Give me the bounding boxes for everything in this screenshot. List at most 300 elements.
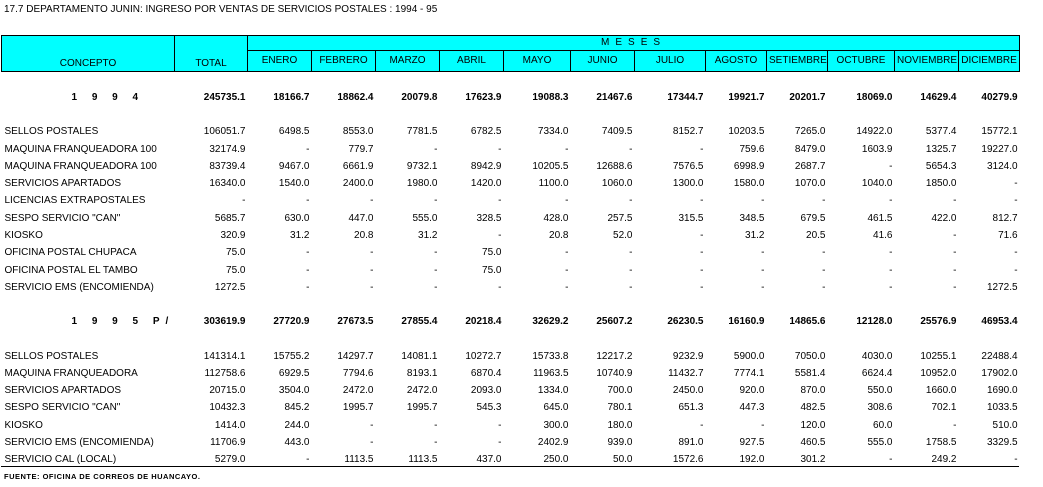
row-value: 1100.0 (538, 178, 569, 190)
row-value: 8479.0 (794, 143, 826, 155)
row-value: 21467.6 (596, 92, 633, 103)
row-value: - (434, 143, 438, 155)
row-value: - (953, 264, 957, 276)
row-value: 75.0 (226, 247, 246, 259)
row-concept: SESPO SERVICIO "CAN" (4, 402, 121, 414)
row-value: 1033.5 (986, 402, 1018, 414)
row-value: - (889, 195, 893, 207)
row-value: 75.0 (482, 247, 502, 259)
row-concept: OFICINA POSTAL EL TAMBO (4, 264, 138, 276)
row-value: 939.0 (607, 437, 633, 449)
row-value: - (629, 195, 633, 207)
row-value: - (306, 247, 310, 259)
row-value: 1995.7 (406, 402, 438, 414)
row-value: 443.0 (284, 437, 310, 449)
row-value: 20715.0 (209, 385, 246, 397)
row-value: 18862.4 (337, 92, 374, 103)
header-month: FEBRERO (312, 51, 376, 72)
row-value: 7576.5 (672, 160, 704, 172)
row-value: - (370, 247, 374, 259)
row-value: 5900.0 (733, 350, 765, 362)
row-value: 630.0 (284, 212, 310, 224)
row-value: 550.0 (867, 385, 893, 397)
row-value: - (1014, 264, 1018, 276)
row-value: - (1014, 195, 1018, 207)
row-value: 20218.4 (465, 316, 502, 328)
row-value: 315.5 (678, 212, 704, 224)
row-value: 10740.9 (596, 367, 633, 379)
row-value: 1113.5 (408, 454, 438, 466)
row-value: 17902.0 (981, 367, 1018, 379)
row-concept: SERVICIO CAL (LOCAL) (4, 454, 117, 466)
row-value: 6498.5 (278, 126, 310, 138)
year-total-row (2, 313, 1020, 330)
row-value: 19921.7 (728, 92, 765, 103)
row-value: 112758.6 (204, 367, 246, 379)
row-value: - (370, 437, 374, 449)
row-value: 1572.6 (672, 454, 704, 466)
row-value: 1690.0 (986, 385, 1018, 397)
row-value: 18166.7 (273, 92, 310, 103)
row-value: 2450.0 (672, 385, 704, 397)
row-value: 7774.1 (733, 367, 765, 379)
row-value: - (953, 419, 957, 431)
row-value: 1325.7 (925, 143, 957, 155)
table-row (2, 210, 1020, 227)
row-value: 4030.0 (861, 350, 893, 362)
table-row (2, 141, 1020, 158)
row-value: - (498, 195, 502, 207)
row-value: 20201.7 (789, 92, 826, 103)
row-value: 17623.9 (465, 92, 502, 103)
row-value: 60.0 (873, 419, 893, 431)
row-value: 645.0 (543, 402, 569, 414)
row-value: 555.0 (867, 437, 893, 449)
header-month: SETIEMBRE (767, 51, 828, 72)
row-value: 3504.0 (278, 385, 310, 397)
row-value: - (629, 281, 633, 293)
row-value: - (370, 264, 374, 276)
source-note: FUENTE: OFICINA DE CORREOS DE HUANCAYO. (4, 472, 201, 481)
row-value: - (761, 195, 765, 207)
row-value: 779.7 (348, 143, 374, 155)
row-value: 447.0 (348, 212, 374, 224)
row-value: 780.1 (607, 402, 633, 414)
row-value: - (700, 143, 704, 155)
row-value: 6870.4 (470, 367, 502, 379)
row-value: 15733.8 (532, 350, 569, 362)
row-concept: OFICINA POSTAL CHUPACA (4, 247, 137, 259)
row-value: 16160.9 (728, 316, 765, 328)
row-value: 7409.5 (601, 126, 633, 138)
row-concept: 1 9 9 5 P/ (71, 316, 175, 328)
row-value: - (700, 264, 704, 276)
row-value: - (700, 230, 704, 242)
table-title: 17.7 DEPARTAMENTO JUNIN: INGRESO POR VENTAS DE SERVICIOS POSTALES : 1994 - 95 (4, 4, 438, 15)
row-value: 679.5 (800, 212, 826, 224)
row-value: - (700, 281, 704, 293)
row-value: 1060.0 (601, 178, 633, 190)
row-value: 244.0 (284, 419, 310, 431)
spacer-row (2, 296, 1020, 313)
row-value: 301.2 (800, 454, 826, 466)
row-value: 320.9 (220, 230, 246, 242)
row-value: 7334.0 (537, 126, 569, 138)
row-value: 15772.1 (981, 126, 1018, 138)
row-value: 8152.7 (672, 126, 704, 138)
row-value: 5685.7 (214, 212, 246, 224)
row-value: - (370, 281, 374, 293)
row-value: - (629, 143, 633, 155)
row-concept: MAQUINA FRANQUEADORA 100 (4, 143, 157, 155)
row-value: 428.0 (543, 212, 569, 224)
row-value: - (565, 264, 569, 276)
row-value: 2472.0 (406, 385, 438, 397)
row-value: - (306, 143, 310, 155)
row-value: 2472.0 (342, 385, 374, 397)
row-value: 31.2 (290, 230, 310, 242)
row-value: 75.0 (226, 264, 246, 276)
row-value: - (565, 281, 569, 293)
row-concept: LICENCIAS EXTRAPOSTALES (4, 195, 146, 207)
row-value: 14865.6 (789, 316, 826, 328)
row-value: - (629, 247, 633, 259)
row-value: 20.8 (354, 230, 374, 242)
row-value: 31.2 (418, 230, 438, 242)
row-value: 19088.3 (532, 92, 569, 103)
row-concept: SERVICIOS APARTADOS (4, 178, 122, 190)
row-value: 447.3 (739, 402, 765, 414)
row-value: 700.0 (607, 385, 633, 397)
header-month: AGOSTO (706, 51, 767, 72)
header-month: DICIEMBRE (959, 51, 1020, 72)
row-value: - (700, 247, 704, 259)
row-concept: MAQUINA FRANQUEADORA (4, 367, 138, 379)
row-value: 9232.9 (672, 350, 704, 362)
row-value: 651.3 (678, 402, 704, 414)
row-value: 545.3 (476, 402, 502, 414)
row-value: 16340.0 (209, 178, 246, 190)
row-value: 1272.5 (986, 281, 1018, 293)
row-concept: KIOSKO (4, 230, 43, 242)
row-value: 845.2 (284, 402, 310, 414)
row-value: - (434, 247, 438, 259)
row-value: 11432.7 (668, 367, 704, 379)
row-value: 460.5 (800, 437, 826, 449)
row-value: - (565, 195, 569, 207)
row-value: 192.0 (739, 454, 765, 466)
row-value: 14081.1 (401, 350, 438, 362)
table-row (2, 262, 1020, 279)
row-value: 11706.9 (210, 437, 246, 449)
row-value: 10272.7 (465, 350, 502, 362)
row-value: 12128.0 (856, 316, 893, 328)
spacer-cell (2, 72, 1020, 90)
row-value: - (1014, 247, 1018, 259)
table-row (2, 365, 1020, 382)
row-value: 8193.1 (406, 367, 438, 379)
row-value: 27855.4 (401, 316, 438, 328)
row-value: 12217.2 (596, 350, 633, 362)
row-value: - (889, 264, 893, 276)
row-value: 920.0 (739, 385, 765, 397)
row-value: 32174.9 (209, 143, 246, 155)
footer-rule (1, 466, 1019, 467)
row-value: - (700, 195, 704, 207)
row-value: - (889, 281, 893, 293)
row-value: 6998.9 (733, 160, 765, 172)
row-value: 2687.7 (794, 160, 826, 172)
row-concept: SERVICIO EMS (ENCOMIENDA) (4, 281, 154, 293)
row-value: 40279.9 (981, 92, 1018, 103)
row-value: 510.0 (992, 419, 1018, 431)
row-value: - (700, 419, 704, 431)
row-value: 52.0 (613, 230, 633, 242)
row-value: 14922.0 (856, 126, 893, 138)
row-value: 32629.2 (532, 316, 569, 328)
header-month: JUNIO (571, 51, 635, 72)
row-value: - (370, 419, 374, 431)
row-value: 15755.2 (273, 350, 310, 362)
row-value: 702.1 (931, 402, 957, 414)
row-value: 6929.5 (278, 367, 310, 379)
row-value: - (953, 281, 957, 293)
row-value: - (434, 264, 438, 276)
row-value: - (889, 160, 893, 172)
row-value: 120.0 (800, 419, 826, 431)
row-value: 6661.9 (342, 160, 374, 172)
header-month: MAYO (504, 51, 571, 72)
table-row (2, 382, 1020, 399)
row-concept: 1 9 9 4 (71, 92, 145, 103)
row-value: 245735.1 (203, 92, 246, 103)
row-value: 20.8 (549, 230, 569, 242)
row-value: 5377.4 (925, 126, 957, 138)
row-value: - (306, 264, 310, 276)
row-value: - (629, 264, 633, 276)
row-value: 27720.9 (273, 316, 310, 328)
row-value: 27673.5 (337, 316, 374, 328)
row-value: 141314.1 (203, 350, 246, 362)
row-value: 6624.4 (861, 367, 893, 379)
table-row (2, 417, 1020, 434)
row-value: 3124.0 (986, 160, 1018, 172)
header-month: JULIO (635, 51, 706, 72)
row-value: - (889, 247, 893, 259)
row-value: - (761, 264, 765, 276)
table-row (2, 399, 1020, 416)
row-value: 7050.0 (794, 350, 826, 362)
row-value: 249.2 (931, 454, 957, 466)
row-value: 927.5 (739, 437, 765, 449)
row-value: 812.7 (992, 212, 1018, 224)
header-concepto: CONCEPTO (2, 36, 175, 72)
row-value: - (306, 195, 310, 207)
row-value: 1414.0 (214, 419, 246, 431)
row-value: 348.5 (739, 212, 765, 224)
row-value: 1272.5 (214, 281, 246, 293)
row-value: 8553.0 (342, 126, 374, 138)
row-value: - (889, 454, 893, 466)
row-value: 250.0 (543, 454, 569, 466)
row-value: 83739.4 (209, 160, 246, 172)
row-value: - (434, 195, 438, 207)
spacer-cell (2, 331, 1020, 348)
row-value: 1070.0 (794, 178, 826, 190)
row-value: 180.0 (607, 419, 633, 431)
row-value: - (306, 454, 310, 466)
header-month: ABRIL (440, 51, 504, 72)
row-value: 31.2 (745, 230, 765, 242)
row-value: 555.0 (412, 212, 438, 224)
row-value: 17344.7 (667, 92, 704, 103)
row-value: 25576.9 (920, 316, 957, 328)
row-value: 10205.5 (532, 160, 569, 172)
row-value: 1300.0 (672, 178, 704, 190)
row-value: 26230.5 (667, 316, 704, 328)
row-value: 11963.5 (533, 367, 569, 379)
row-value: 5581.4 (794, 367, 826, 379)
row-value: - (498, 437, 502, 449)
row-value: - (953, 247, 957, 259)
row-value: 9732.1 (406, 160, 438, 172)
row-value: 14297.7 (337, 350, 374, 362)
row-concept: KIOSKO (4, 419, 43, 431)
row-value: 1420.0 (470, 178, 502, 190)
row-value: 1995.7 (342, 402, 374, 414)
row-value: 328.5 (476, 212, 502, 224)
table-row (2, 279, 1020, 296)
row-value: 2400.0 (342, 178, 374, 190)
row-concept: SESPO SERVICIO "CAN" (4, 212, 121, 224)
row-value: 75.0 (482, 264, 502, 276)
spacer-cell (2, 296, 1020, 313)
row-value: - (761, 419, 765, 431)
row-value: 300.0 (543, 419, 569, 431)
row-value: - (761, 281, 765, 293)
row-value: 891.0 (678, 437, 704, 449)
row-value: - (1014, 178, 1018, 190)
row-value: 106051.7 (203, 126, 246, 138)
row-value: 3329.5 (986, 437, 1018, 449)
row-value: 1580.0 (733, 178, 765, 190)
row-value: - (761, 247, 765, 259)
spacer-cell (2, 106, 1020, 123)
row-value: 46953.4 (981, 316, 1018, 328)
row-value: 8942.9 (470, 160, 502, 172)
row-value: 1540.0 (278, 178, 310, 190)
spacer-row (2, 331, 1020, 348)
row-value: - (822, 247, 826, 259)
row-value: - (565, 247, 569, 259)
row-value: - (242, 195, 246, 207)
table-row (2, 227, 1020, 244)
year-total-row (2, 89, 1020, 106)
row-value: 1113.5 (344, 454, 374, 466)
row-value: - (498, 281, 502, 293)
row-value: 1603.9 (861, 143, 893, 155)
row-value: 1334.0 (537, 385, 569, 397)
table-row (2, 192, 1020, 209)
row-value: 18069.0 (856, 92, 893, 103)
row-value: 25607.2 (596, 316, 633, 328)
row-value: 2402.9 (537, 437, 569, 449)
data-table (1, 35, 1020, 469)
row-value: 71.6 (998, 230, 1018, 242)
row-value: 1850.0 (925, 178, 957, 190)
row-value: - (822, 264, 826, 276)
row-value: 5654.3 (925, 160, 957, 172)
row-value: 1040.0 (861, 178, 893, 190)
row-concept: SELLOS POSTALES (4, 350, 99, 362)
spacer-row (2, 72, 1020, 90)
row-value: 1980.0 (406, 178, 438, 190)
row-value: - (498, 230, 502, 242)
row-value: 22488.4 (981, 350, 1018, 362)
row-value: 19227.0 (981, 143, 1018, 155)
row-value: 303619.9 (203, 316, 246, 328)
row-concept: SERVICIOS APARTADOS (4, 385, 122, 397)
row-value: - (822, 281, 826, 293)
row-value: 12688.6 (596, 160, 633, 172)
row-value: 10255.1 (920, 350, 957, 362)
row-value: 20.5 (806, 230, 826, 242)
table-row (2, 244, 1020, 261)
table-row (2, 434, 1020, 451)
row-value: - (498, 143, 502, 155)
row-value: 257.5 (607, 212, 633, 224)
row-value: 41.6 (873, 230, 893, 242)
row-value: 20079.8 (401, 92, 438, 103)
row-value: 5279.0 (214, 454, 246, 466)
header-month: OCTUBRE (828, 51, 895, 72)
row-value: - (306, 281, 310, 293)
row-value: 2093.0 (470, 385, 502, 397)
table-row (2, 123, 1020, 140)
row-value: 9467.0 (278, 160, 310, 172)
row-value: 308.6 (867, 402, 893, 414)
header-month: MARZO (376, 51, 440, 72)
row-value: 10952.0 (920, 367, 957, 379)
row-value: - (370, 195, 374, 207)
row-value: 422.0 (931, 212, 957, 224)
header-month: ENERO (248, 51, 312, 72)
header-total: TOTAL (175, 36, 248, 72)
row-value: - (1014, 454, 1018, 466)
row-value: 10203.5 (728, 126, 765, 138)
row-value: - (434, 281, 438, 293)
row-value: 50.0 (613, 454, 633, 466)
header-meses: MESES (248, 36, 1020, 51)
spacer-row (2, 106, 1020, 123)
row-value: - (434, 437, 438, 449)
row-value: - (565, 143, 569, 155)
row-concept: SELLOS POSTALES (4, 126, 99, 138)
row-value: 482.5 (800, 402, 826, 414)
row-value: 461.5 (867, 212, 893, 224)
row-value: - (498, 419, 502, 431)
row-value: 6782.5 (470, 126, 502, 138)
table-row (2, 175, 1020, 192)
row-concept: SERVICIO EMS (ENCOMIENDA) (4, 437, 154, 449)
table-row (2, 158, 1020, 175)
row-value: 759.6 (739, 143, 765, 155)
row-value: 7265.0 (794, 126, 826, 138)
row-value: - (822, 195, 826, 207)
row-value: - (434, 419, 438, 431)
row-value: - (953, 230, 957, 242)
table-row (2, 348, 1020, 365)
